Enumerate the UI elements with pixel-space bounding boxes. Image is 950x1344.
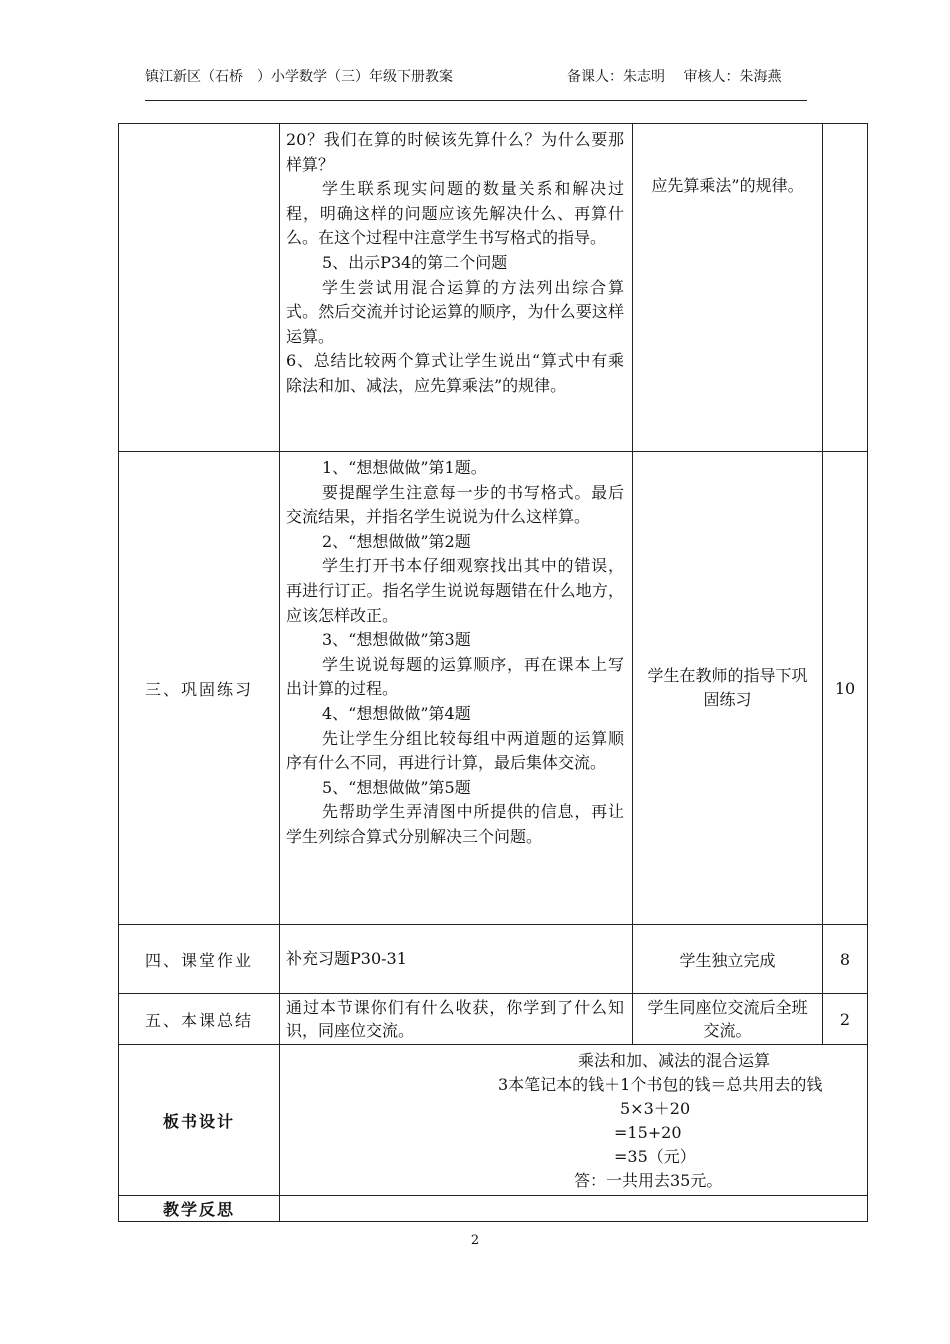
board-line: 答：一共用去35元。 — [574, 1171, 723, 1190]
board-line: 5×3＋20 — [620, 1099, 691, 1118]
process-text — [280, 124, 632, 403]
table-row — [119, 452, 868, 925]
process-paragraph: 学生打开书本仔细观察找出其中的错误，再进行订正。指名学生说说每题错在什么地方，应该怎样改正。 — [286, 556, 624, 625]
student-activity-cell — [633, 124, 823, 452]
process-cell — [280, 124, 633, 452]
process-paragraph: 5、出示P34的第二个问题 — [322, 252, 508, 272]
process-paragraph: 6、总结比较两个算式让学生说出“算式中有乘除法和加、减法，应先算乘法”的规律。 — [286, 351, 624, 395]
header-authors: 备课人：朱志明 审核人：朱海燕 — [567, 69, 782, 85]
process-paragraph: 2、“想想做做”第2题 — [322, 531, 471, 551]
section-cell: 五、本课总结 — [119, 994, 280, 1045]
process-paragraph: 4、“想想做做”第4题 — [322, 703, 471, 723]
board-line: =35（元） — [614, 1147, 696, 1166]
process-paragraph: 通过本节课你们有什么收获，你学到了什么知识，同座位交流。 — [286, 998, 624, 1040]
process-paragraph: 学生说说每题的运算顺序，再在课本上写出计算的过程。 — [286, 654, 624, 699]
section-cell: 三、巩固练习 — [119, 452, 280, 925]
student-activity-cell: 学生独立完成 — [633, 925, 823, 994]
process-paragraph: 补充习题P30-31 — [286, 948, 407, 968]
process-cell — [280, 452, 633, 925]
process-paragraph: 先帮助学生弄清图中所提供的信息，再让学生列综合算式分别解决三个问题。 — [286, 802, 624, 846]
process-text — [280, 452, 632, 854]
board-design-label: 板书设计 — [119, 1045, 280, 1196]
reflection-row — [119, 1196, 868, 1222]
student-activity-text: 学生在教师的指导下巩固练习 — [647, 666, 808, 709]
board-line: =15+20 — [614, 1123, 682, 1142]
time-cell — [823, 124, 868, 452]
process-paragraph: 要提醒学生注意每一步的书写格式。最后交流结果，并指名学生说说为什么这样算。 — [286, 482, 624, 527]
table-row — [119, 925, 868, 994]
process-paragraph: 学生尝试用混合运算的方法列出综合算式。然后交流并讨论运算的顺序，为什么要这样运算。 — [286, 277, 624, 346]
reflection-label: 教学反思 — [119, 1196, 280, 1222]
process-text — [280, 996, 632, 1042]
board-design-row — [119, 1045, 868, 1196]
page-header — [145, 66, 807, 101]
section-cell: 四、课堂作业 — [119, 925, 280, 994]
time-cell: 8 — [823, 925, 868, 994]
header-school-title: 镇江新区（石桥 ）小学数学（三）年级下册教案 — [145, 69, 453, 85]
student-activity-text: 学生同座位交流后全班交流。 — [647, 998, 808, 1040]
section-cell — [119, 124, 280, 452]
process-cell — [280, 925, 633, 994]
student-activity-cell — [633, 452, 823, 925]
student-activity-cell — [633, 994, 823, 1045]
time-cell: 10 — [823, 452, 868, 925]
board-design-lines — [280, 1045, 867, 1195]
process-paragraph: 1、“想想做做”第1题。 — [322, 458, 487, 477]
time-cell: 2 — [823, 994, 868, 1045]
reflection-content — [280, 1196, 868, 1222]
page-number: 2 — [470, 1233, 480, 1248]
board-design-content — [280, 1045, 868, 1196]
board-line: 乘法和加、减法的混合运算 — [578, 1051, 771, 1070]
table-row — [119, 994, 868, 1045]
table-row — [119, 124, 868, 452]
process-text — [280, 943, 632, 976]
process-paragraph: 学生联系现实问题的数量关系和解决过程，明确这样的问题应该先解决什么、再算什么。在这个过程中注意学生书写格式的指导。 — [286, 179, 624, 248]
process-paragraph: 20？我们在算的时候该先算什么？为什么要那样算？ — [286, 130, 624, 174]
process-paragraph: 3、“想想做做”第3题 — [322, 630, 471, 650]
lesson-plan-table — [118, 123, 868, 1222]
process-cell — [280, 994, 633, 1045]
board-line: 3本笔记本的钱＋1个书包的钱＝总共用去的钱 — [498, 1075, 823, 1094]
process-paragraph: 先让学生分组比较每组中两道题的运算顺序有什么不同，再进行计算，最后集体交流。 — [286, 728, 624, 773]
student-activity-text: 应先算乘法”的规律。 — [651, 176, 804, 195]
process-paragraph: 5、“想想做做”第5题 — [322, 777, 471, 797]
